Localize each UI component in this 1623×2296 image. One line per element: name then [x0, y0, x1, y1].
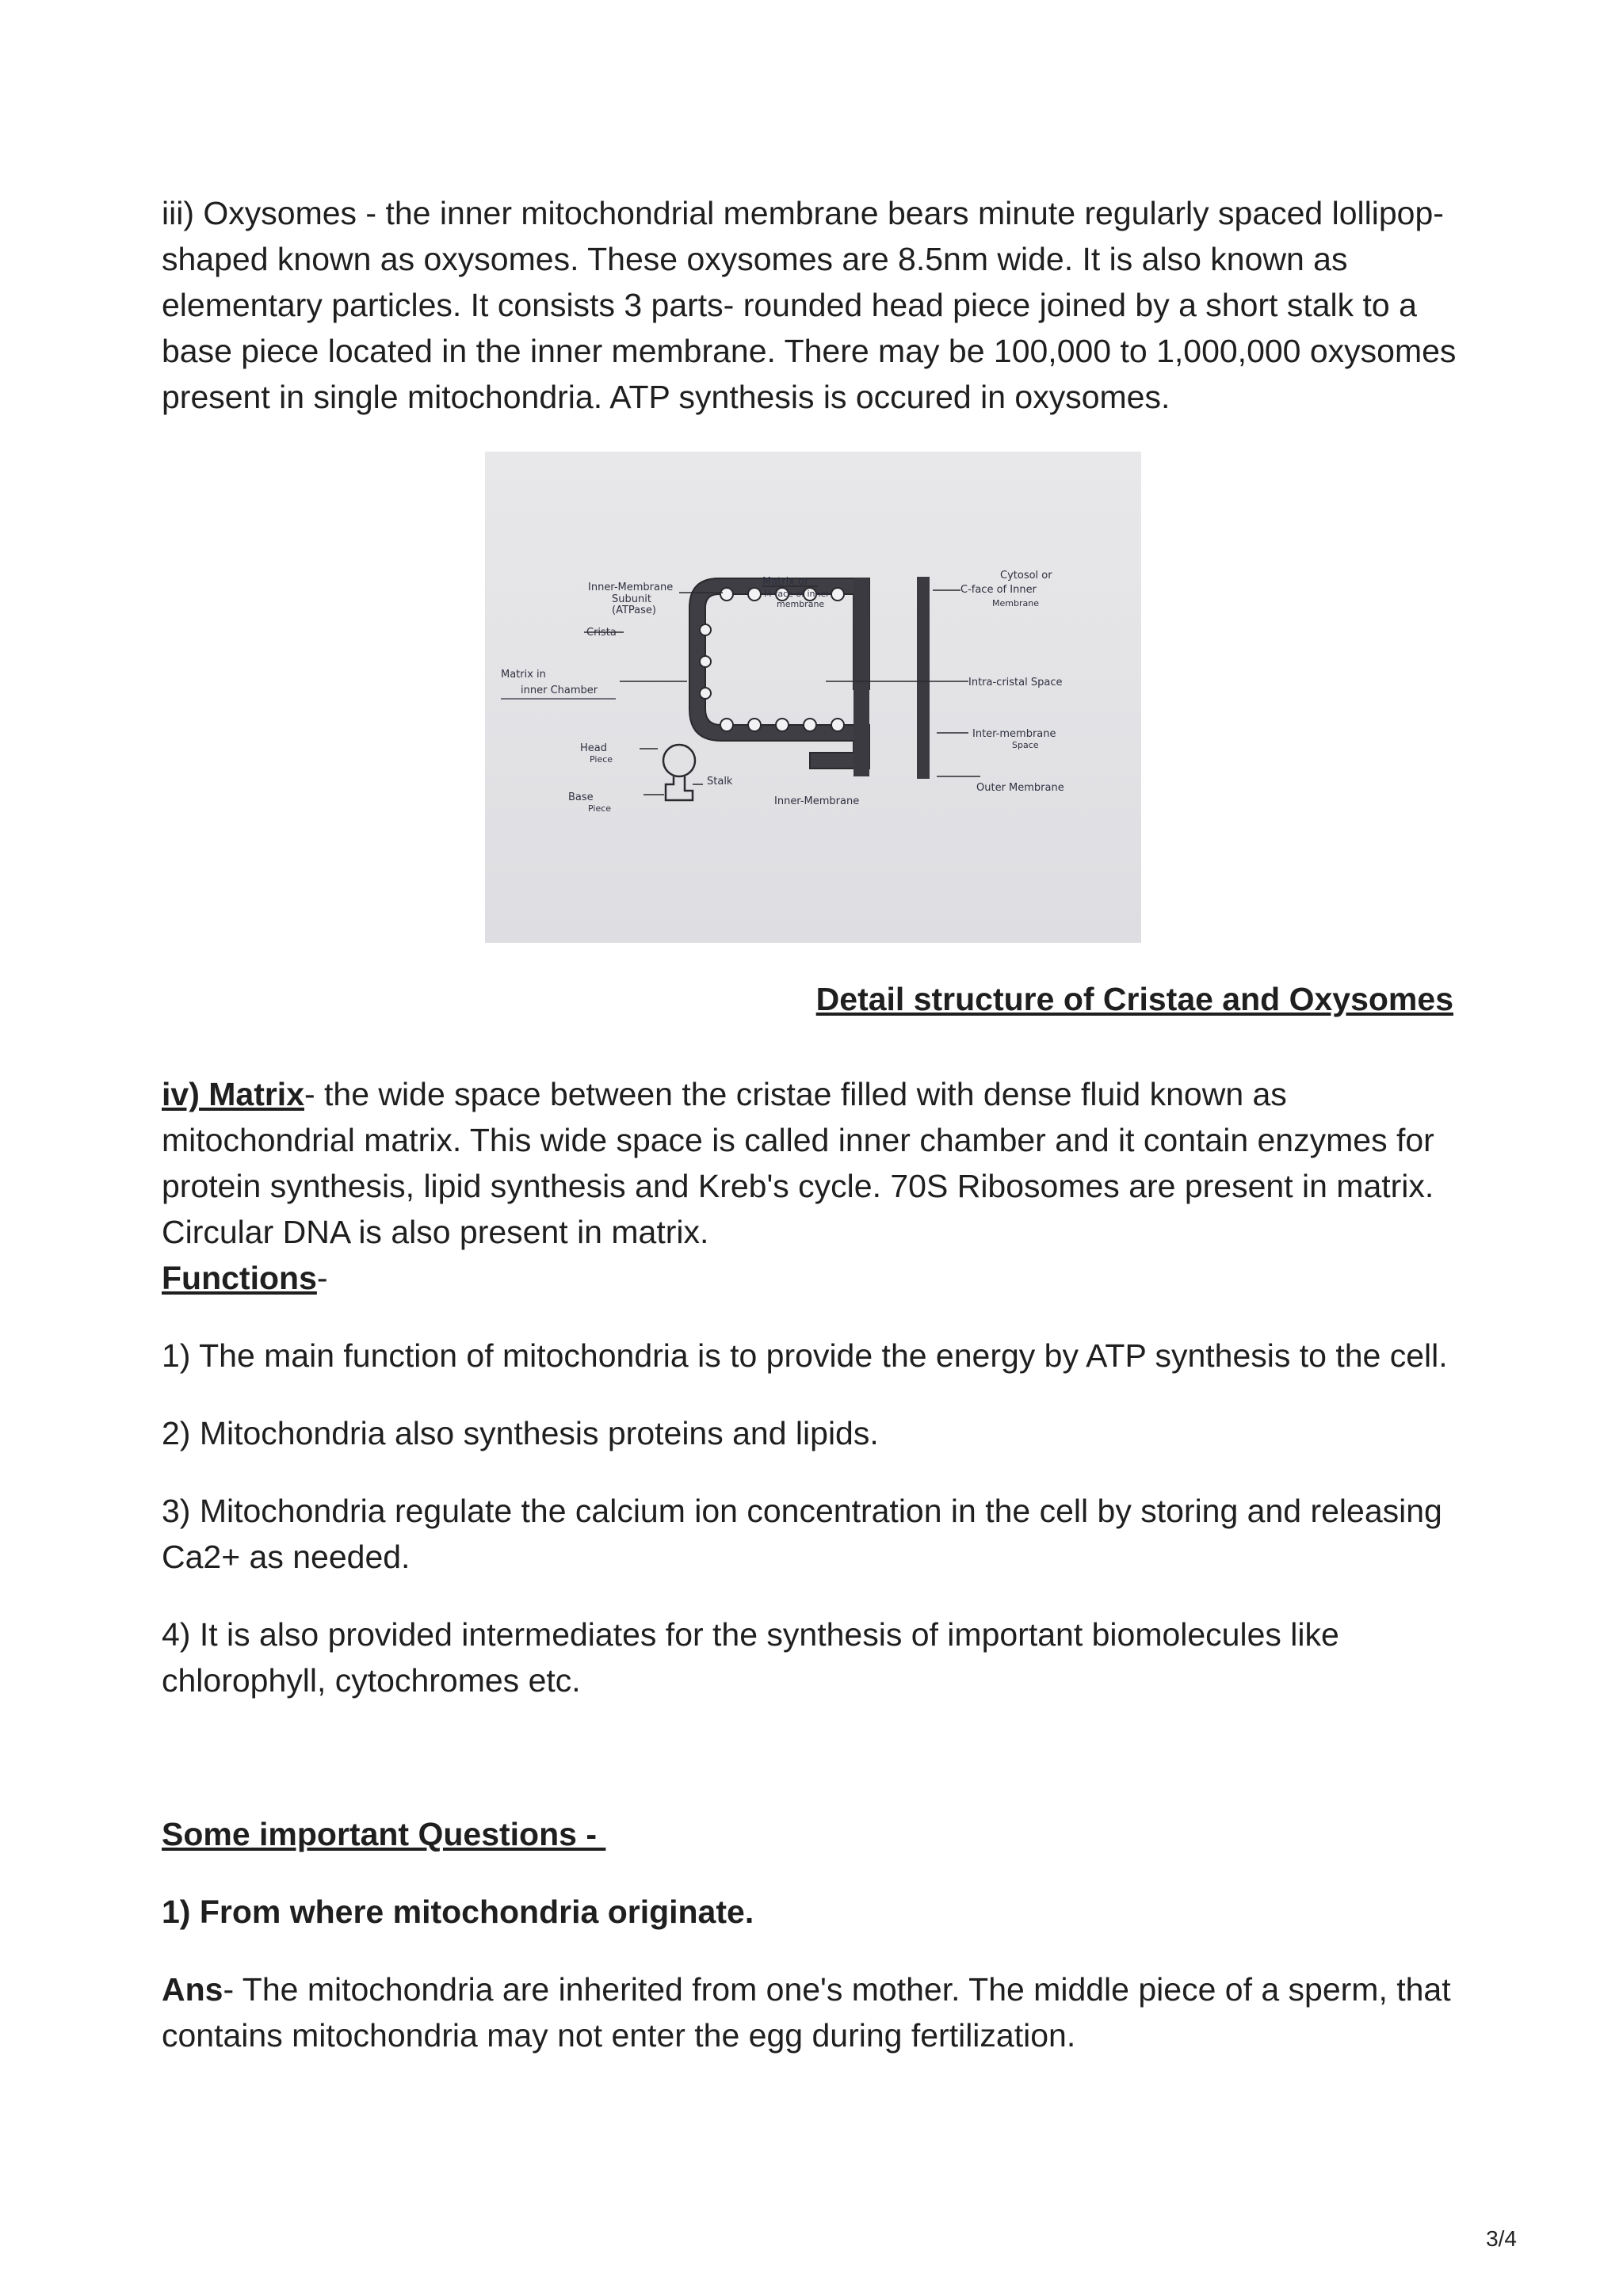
function-item-1: 1) The main function of mitochondria is to provide the energy by ATP synthesis to the cell.: [162, 1337, 1448, 1374]
answer-1: [162, 1966, 1469, 2058]
function-item-3: 3) Mitochondria regulate the calcium ion concentration in the cell by storing and releasing Ca2+ as needed.: [162, 1493, 1442, 1575]
diagram-labels: [501, 570, 1064, 814]
label-base-1: Base: [568, 791, 594, 803]
label-head-2: Piece: [590, 754, 613, 765]
label-outer-membrane: Outer Membrane: [976, 782, 1064, 794]
label-inner-membrane-subunit-3: (ATPase): [612, 605, 656, 616]
figure-caption: Detail structure of Cristae and Oxysomes: [815, 981, 1453, 1017]
matrix-label: iv) Matrix: [162, 1076, 304, 1112]
question-1: 1) From where mitochondria originate.: [162, 1894, 754, 1930]
matrix-text: - the wide space between the cristae filled with dense fluid known as mitochondrial matrix. This wide space is called inner chamber and it contain enzymes for protein synthesis, lipid synthesis and Kreb's cycle. 70S Ribosomes are present in matrix. Circular DNA is also present in matrix.: [162, 1076, 1434, 1250]
label-intra-cristal: Intra-cristal Space: [968, 677, 1063, 688]
functions-heading: Functions: [162, 1260, 317, 1296]
label-inner-membrane-subunit-1: Inner-Membrane: [588, 582, 674, 593]
label-inter-membrane-2: Space: [1012, 740, 1039, 750]
answer-label: Ans: [162, 1971, 223, 2008]
label-stalk: Stalk: [707, 776, 733, 788]
page-number: 3/4: [1486, 2226, 1517, 2251]
label-crista: Crista: [586, 627, 617, 639]
label-matrix-inner-2: inner Chamber: [521, 685, 598, 696]
label-base-2: Piece: [588, 803, 612, 814]
label-matrix-m-face-2: M-face of inner: [764, 589, 830, 599]
page-content: [162, 190, 1469, 2058]
label-cytosol-3: Membrane: [992, 598, 1039, 608]
function-item-4: 4) It is also provided intermediates for the synthesis of important biomolecules like chlorophyll, cytochromes etc.: [162, 1616, 1339, 1699]
label-head-1: Head: [580, 742, 607, 754]
label-matrix-m-face-3: membrane: [777, 599, 825, 609]
label-matrix-m-face-1: Matrix or: [762, 576, 809, 588]
functions-heading-suffix: -: [316, 1260, 328, 1296]
label-inner-membrane: Inner-Membrane: [774, 795, 860, 807]
questions-heading: Some important Questions -: [162, 1816, 606, 1852]
label-cytosol-1: Cytosol or: [1000, 570, 1052, 582]
functions-heading-line: [162, 1255, 1469, 1301]
answer-text: - The mitochondria are inherited from one's mother. The middle piece of a sperm, that contains mitochondria may not enter the egg during fertilization.: [162, 1971, 1451, 2054]
label-matrix-inner-1: Matrix in: [501, 669, 546, 681]
oxysome-detail: [663, 745, 695, 800]
label-cytosol-2: C-face of Inner: [960, 584, 1037, 596]
label-inner-membrane-subunit-2: Subunit: [612, 593, 651, 605]
outer-membrane-shape: [917, 577, 930, 779]
label-inter-membrane-1: Inter-membrane: [972, 728, 1056, 740]
function-item-2: 2) Mitochondria also synthesis proteins and lipids.: [162, 1415, 879, 1451]
oxysomes-paragraph: iii) Oxysomes - the inner mitochondrial membrane bears minute regularly spaced lollipop-shaped known as oxysomes. These oxysomes are 8.5nm wide. It is also known as elementary particles. It consists 3 parts- rounded head piece joined by a short stalk to a base piece located in the inner membrane. There may be 100,000 to 1,000,000 oxysomes present in single mitochondria. ATP synthesis is occured in oxysomes.: [162, 195, 1457, 415]
inner-membrane-wall: [854, 578, 869, 776]
matrix-paragraph: [162, 1071, 1469, 1255]
cristae-diagram: [485, 452, 1141, 943]
cristae-figure: [485, 452, 1141, 943]
